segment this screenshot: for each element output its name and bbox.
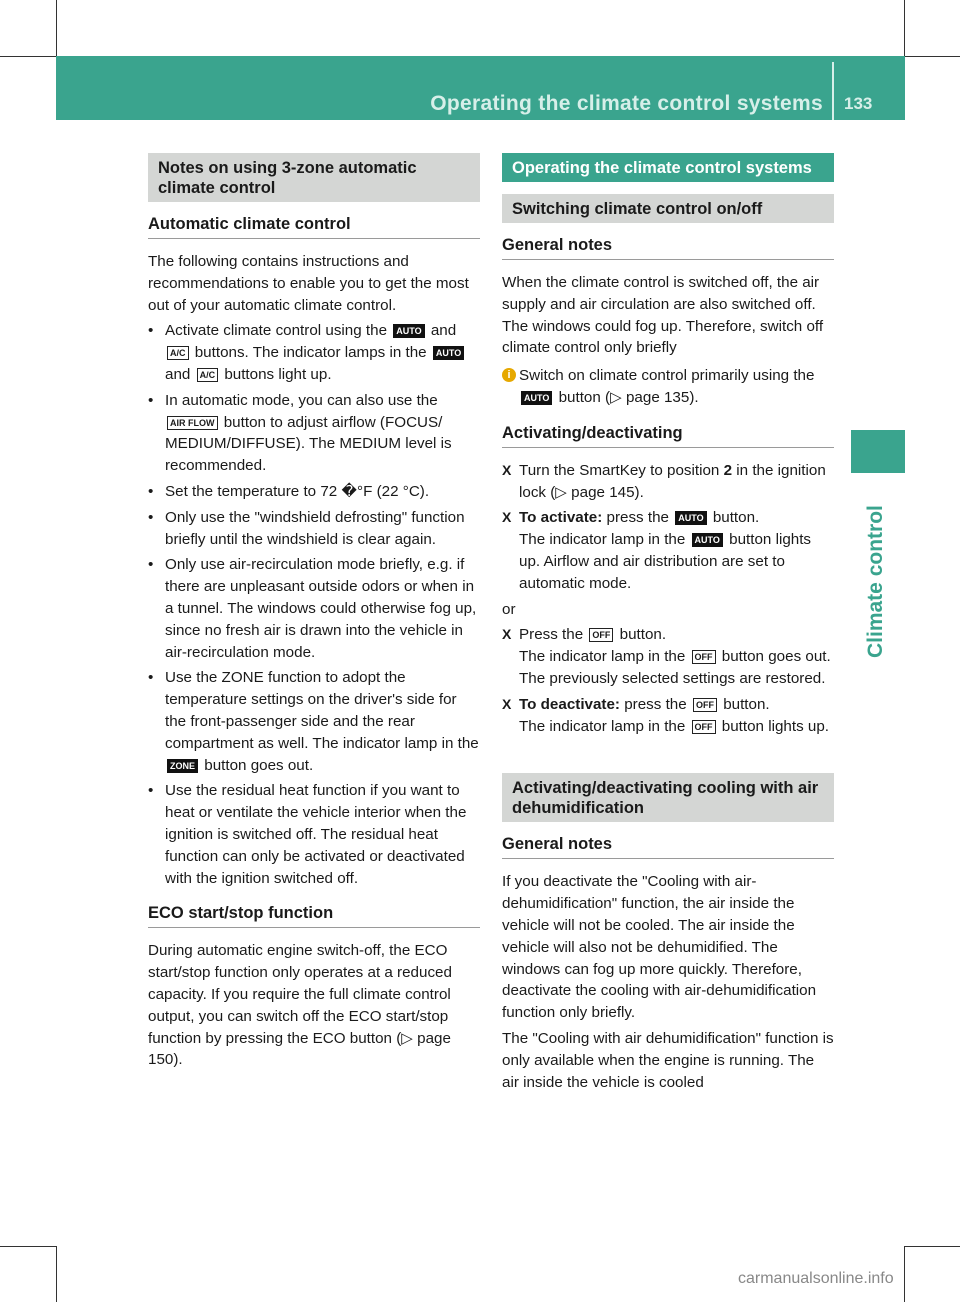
heading: Automatic climate control — [148, 214, 480, 239]
ac-key-icon: A/C — [167, 346, 189, 360]
crop-mark — [0, 1246, 56, 1247]
info-icon: i — [502, 368, 516, 382]
paragraph: During automatic engine switch-off, the ECO start/stop function only operates at a reduced capacity. If you require the full climate control output, you can switch off the ECO start/stop function by pressing the ECO button (▷ page 150). — [148, 942, 452, 1069]
heading: General notes — [502, 235, 834, 260]
side-tab-label: Climate control — [864, 505, 887, 658]
paragraph: The "Cooling with air dehumidification" function is only available when the engine is running. The air inside the vehicle is cooled — [502, 1029, 834, 1091]
paragraph: If you deactivate the "Cooling with air-dehumidification" function, the air inside the vehicle will not be cooled. The air inside the vehicle will also not be dehumidified. The windows can fog up more quickly. Therefore, deactivate the cooling with air-dehumidification function only briefly. — [502, 873, 817, 1022]
right-column — [502, 153, 834, 1097]
step-arrow-icon: X — [502, 509, 512, 526]
step-arrow-icon: X — [502, 461, 512, 478]
section-title: Operating the climate control systems — [502, 153, 834, 182]
crop-mark — [904, 1246, 905, 1302]
crop-mark — [0, 56, 56, 57]
info-note: i Switch on climate control primarily using the AUTO button (▷ page 135). — [502, 365, 834, 409]
bullet-item: • Only use air-recirculation mode briefly, e.g. if there are unpleasant outside odors or when in a tunnel. The windows could otherwise fog up, since no fresh air is drawn into the vehicle in air-recirculation mode. — [148, 556, 477, 661]
heading: ECO start/stop function — [148, 903, 480, 928]
step-item: X To activate: press the AUTO button. The indicator lamp in the AUTO button lights up. Airflow and air distribution are set to automatic mode. — [502, 509, 812, 592]
header-divider — [832, 62, 834, 120]
bullet-item: • Use the residual heat function if you want to heat or ventilate the vehicle interior when the ignition is switched off. The residual heat function can only be activated or deactivated with the ignition switched off. — [148, 782, 467, 887]
auto-key-icon: AUTO — [433, 346, 464, 360]
off-key-icon: OFF — [693, 698, 717, 712]
paragraph: The following contains instructions and recommendations to enable you to get the most out of your automatic climate control. — [148, 253, 469, 314]
step-item: X Press the OFF button. The indicator lamp in the OFF button goes out. The previously selected settings are restored. — [502, 626, 831, 687]
heading: Activating/deactivating — [502, 423, 834, 448]
crop-mark — [905, 56, 960, 57]
step-arrow-icon: X — [502, 626, 512, 643]
paragraph: When the climate control is switched off, the air supply and air circulation are also switched off. The windows could fog up. Therefore, switch off climate control only briefly — [502, 274, 824, 357]
air-flow-key-icon: AIR FLOW — [167, 416, 218, 430]
auto-key-icon: AUTO — [521, 391, 552, 405]
step-item: X Turn the SmartKey to position 2 in the ignition lock (▷ page 145). — [502, 461, 826, 501]
or-text: or — [502, 600, 516, 618]
left-column — [148, 153, 480, 1075]
ac-key-icon: A/C — [197, 368, 219, 382]
off-key-icon: OFF — [692, 720, 716, 734]
page-number: 133 — [844, 94, 873, 113]
heading: General notes — [502, 834, 834, 859]
zone-key-icon: ZONE — [167, 759, 198, 773]
bullet-item: • Set the temperature to 72 �°F (22 °C). — [148, 482, 430, 500]
bullet-item: • In automatic mode, you can also use the AIR FLOW button to adjust airflow (FOCUS/ MEDIUM/DIFFUSE). The MEDIUM level is recommended. — [148, 391, 452, 475]
bullet-item: • Activate climate control using the AUTO and A/C buttons. The indicator lamps in the AUTO and A/C buttons light up. — [148, 320, 480, 385]
step-arrow-icon: X — [502, 695, 512, 712]
subsection-title: Switching climate control on/off — [502, 194, 834, 223]
subsection-title: Activating/deactivating cooling with air dehumidification — [502, 773, 834, 822]
header-title: Operating the climate control systems — [430, 92, 823, 115]
side-tab — [851, 430, 905, 473]
auto-key-icon: AUTO — [393, 324, 424, 338]
crop-mark — [56, 0, 57, 56]
page-header — [56, 56, 905, 120]
crop-mark — [905, 1246, 960, 1247]
watermark: carmanualsonline.info — [738, 1270, 894, 1287]
off-key-icon: OFF — [692, 650, 716, 664]
auto-key-icon: AUTO — [692, 533, 723, 547]
section-title: Notes on using 3-zone automatic climate control — [148, 153, 480, 202]
bullet-item: • Only use the "windshield defrosting" function briefly until the windshield is clear again. — [148, 508, 465, 548]
step-item: X To deactivate: press the OFF button. The indicator lamp in the OFF button lights up. — [502, 695, 830, 735]
crop-mark — [56, 1246, 57, 1302]
crop-mark — [904, 0, 905, 56]
off-key-icon: OFF — [589, 628, 613, 642]
bullet-item: • Use the ZONE function to adopt the temperature settings on the driver's side for the front-passenger side and the rear compartment as well. The indicator lamp in the ZONE button goes out. — [148, 669, 479, 774]
auto-key-icon: AUTO — [675, 511, 706, 525]
